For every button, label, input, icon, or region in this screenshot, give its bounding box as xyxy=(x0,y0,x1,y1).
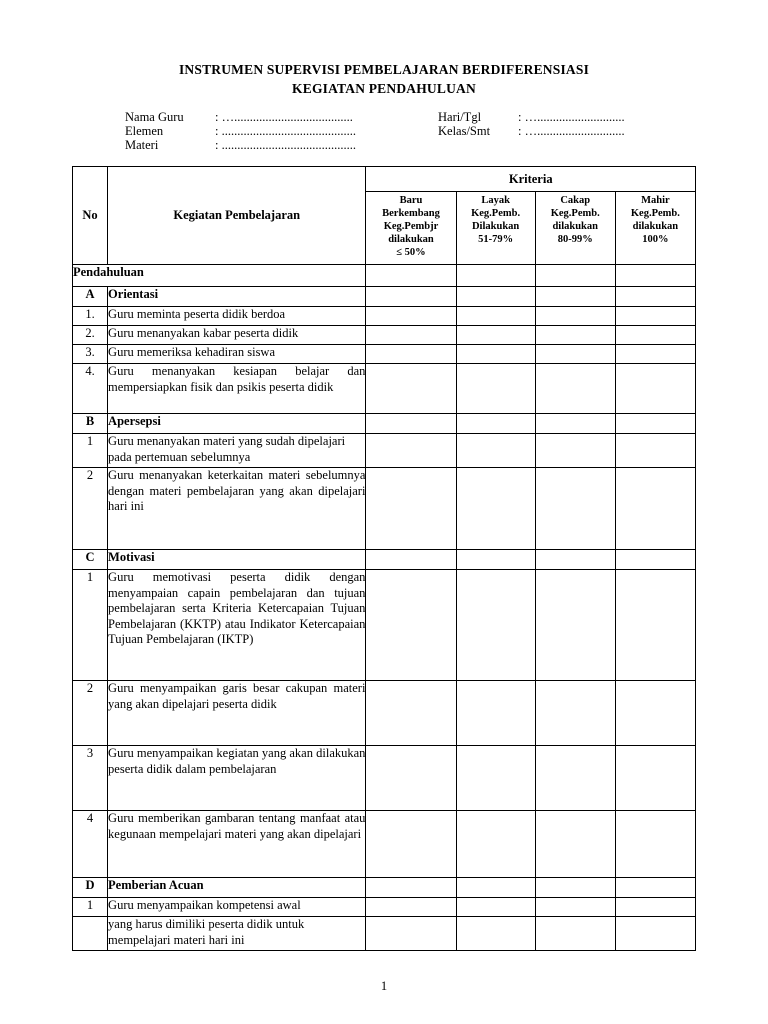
header-no: No xyxy=(73,167,108,265)
meta-right xyxy=(438,110,625,138)
criteria-layak xyxy=(456,192,535,265)
cell-empty[interactable] xyxy=(615,550,695,570)
header-activity: Kegiatan Pembelajaran xyxy=(108,167,366,265)
meta-value: : …...................................... xyxy=(215,110,353,124)
cell-empty[interactable] xyxy=(535,307,615,326)
cell-empty[interactable] xyxy=(456,468,535,550)
cell-empty[interactable] xyxy=(456,570,535,681)
cell-empty[interactable] xyxy=(535,364,615,414)
criteria-line: Keg.Pemb. xyxy=(550,208,600,219)
cell-empty[interactable] xyxy=(366,681,456,746)
table-row xyxy=(73,898,696,917)
cell-empty[interactable] xyxy=(366,287,456,307)
cell-empty[interactable] xyxy=(456,307,535,326)
row-number: 4 xyxy=(73,811,108,878)
table-row xyxy=(73,364,696,414)
table-row xyxy=(73,570,696,681)
cell-empty[interactable] xyxy=(535,326,615,345)
cell-empty[interactable] xyxy=(366,570,456,681)
row-number: 3. xyxy=(73,345,108,364)
table-row xyxy=(73,468,696,550)
meta-value: : …............................ xyxy=(518,110,625,124)
criteria-baru-berkembang xyxy=(366,192,456,265)
section-name: Pemberian Acuan xyxy=(108,878,366,898)
row-number: 2. xyxy=(73,326,108,345)
row-text: Guru menyampaikan kompetensi awal xyxy=(108,898,366,917)
row-number: 4. xyxy=(73,364,108,414)
row-text: Guru menanyakan materi yang sudah dipelajari pada pertemuan sebelumnya xyxy=(108,434,366,468)
table-row xyxy=(73,746,696,811)
section-letter: C xyxy=(73,550,108,570)
criteria-line: 80-99% xyxy=(557,234,593,245)
criteria-cakap xyxy=(535,192,615,265)
row-text: Guru menanyakan keterkaitan materi sebelumnya dengan materi pembelajaran yang akan dipelajari hari ini xyxy=(108,468,366,550)
cell-empty[interactable] xyxy=(615,287,695,307)
criteria-line: dilakukan xyxy=(388,234,434,245)
section-name: Apersepsi xyxy=(108,414,366,434)
cell-empty[interactable] xyxy=(535,570,615,681)
cell-empty[interactable] xyxy=(535,414,615,434)
table-row xyxy=(73,811,696,878)
row-text: Guru menanyakan kesiapan belajar dan mempersiapkan fisik dan psikis peserta didik xyxy=(108,364,366,414)
meta-value: : ........................................... xyxy=(215,124,356,138)
criteria-line: Keg.Pemb. xyxy=(630,208,680,219)
document-title: INSTRUMEN SUPERVISI PEMBELAJARAN BERDIFERENSIASI xyxy=(178,62,590,77)
table-row xyxy=(73,345,696,364)
cell-empty[interactable] xyxy=(535,681,615,746)
cell-empty[interactable] xyxy=(535,917,615,951)
table-row xyxy=(73,307,696,326)
meta-materi xyxy=(125,138,356,152)
table-row xyxy=(73,434,696,468)
cell-empty[interactable] xyxy=(456,550,535,570)
meta-hari-tgl xyxy=(438,110,625,124)
cell-empty[interactable] xyxy=(456,811,535,878)
cell-empty[interactable] xyxy=(456,434,535,468)
table-row xyxy=(73,917,696,951)
cell-empty[interactable] xyxy=(615,681,695,746)
cell-empty[interactable] xyxy=(366,746,456,811)
row-text: Guru memotivasi peserta didik dengan menyampaian capain pembelajaran dan tujuan pembelajaran serta Kriteria Ketercapaian Tujuan Pembelajaran (KKTP) atau Indikator Ketercapaian Tujuan Pembelajaran (IKTP) xyxy=(108,570,366,681)
cell-empty[interactable] xyxy=(615,434,695,468)
cell-empty[interactable] xyxy=(615,746,695,811)
meta-label: Kelas/Smt xyxy=(438,124,491,138)
section-letter: A xyxy=(73,287,108,307)
row-number: 1 xyxy=(73,570,108,681)
cell-empty[interactable] xyxy=(615,364,695,414)
cell-empty[interactable] xyxy=(366,307,456,326)
cell-empty[interactable] xyxy=(456,746,535,811)
row-text: Guru menyampaikan kegiatan yang akan dilakukan peserta didik dalam pembelajaran xyxy=(108,746,366,811)
table-row xyxy=(73,681,696,746)
section-letter: D xyxy=(73,878,108,898)
cell-empty[interactable] xyxy=(615,468,695,550)
row-number: 2 xyxy=(73,681,108,746)
document-subtitle: KEGIATAN PENDAHULUAN xyxy=(292,81,476,96)
cell-empty[interactable] xyxy=(535,746,615,811)
cell-empty[interactable] xyxy=(535,550,615,570)
cell-empty[interactable] xyxy=(615,326,695,345)
cell-empty[interactable] xyxy=(366,468,456,550)
meta-label: Nama Guru xyxy=(125,110,184,124)
cell-empty[interactable] xyxy=(535,345,615,364)
criteria-line: Cakap xyxy=(560,195,591,206)
section-name: Motivasi xyxy=(108,550,366,570)
cell-empty[interactable] xyxy=(535,287,615,307)
cell-empty[interactable] xyxy=(456,681,535,746)
row-number: 2 xyxy=(73,468,108,550)
cell-empty[interactable] xyxy=(366,364,456,414)
cell-empty[interactable] xyxy=(456,917,535,951)
section-row xyxy=(73,287,696,307)
section-row xyxy=(73,414,696,434)
cell-empty[interactable] xyxy=(535,434,615,468)
criteria-line: 100% xyxy=(642,234,669,245)
cell-empty[interactable] xyxy=(535,898,615,917)
cell-empty[interactable] xyxy=(366,550,456,570)
cell-empty[interactable] xyxy=(615,917,695,951)
cell-empty[interactable] xyxy=(366,326,456,345)
row-text: Guru memberikan gambaran tentang manfaat atau kegunaan mempelajari materi yang akan dipelajari xyxy=(108,811,366,878)
cell-empty[interactable] xyxy=(535,878,615,898)
criteria-line: Dilakukan xyxy=(471,221,520,232)
criteria-line: 51-79% xyxy=(478,234,514,245)
section-row xyxy=(73,878,696,898)
row-number xyxy=(73,917,108,951)
section-name: Orientasi xyxy=(108,287,366,307)
criteria-line: Baru xyxy=(399,195,423,206)
table-row xyxy=(73,326,696,345)
criteria-line: Mahir xyxy=(641,195,670,206)
section-row xyxy=(73,550,696,570)
cell-empty[interactable] xyxy=(366,414,456,434)
meta-elemen xyxy=(125,124,356,138)
criteria-line: Keg.Pemb. xyxy=(471,208,521,219)
meta-value: : …............................ xyxy=(518,124,625,138)
cell-empty[interactable] xyxy=(615,878,695,898)
row-number: 1. xyxy=(73,307,108,326)
cell-empty[interactable] xyxy=(456,898,535,917)
meta-value: : ........................................... xyxy=(215,138,356,152)
meta-kelas-smt xyxy=(438,124,625,138)
row-text: Guru menanyakan kabar peserta didik xyxy=(108,326,366,345)
criteria-line: Layak xyxy=(481,195,510,206)
cell-empty[interactable] xyxy=(456,878,535,898)
cell-empty[interactable] xyxy=(456,414,535,434)
criteria-line: Berkembang xyxy=(382,208,440,219)
cell-empty[interactable] xyxy=(366,878,456,898)
cell-empty[interactable] xyxy=(615,414,695,434)
cell-empty[interactable] xyxy=(366,345,456,364)
row-number: 3 xyxy=(73,746,108,811)
meta-label: Elemen xyxy=(125,124,164,138)
cell-empty[interactable] xyxy=(535,468,615,550)
cell-empty[interactable] xyxy=(456,287,535,307)
section-main-row xyxy=(73,265,696,287)
row-number: 1 xyxy=(73,434,108,468)
row-text: Guru menyampaikan garis besar cakupan materi yang akan dipelajari peserta didik xyxy=(108,681,366,746)
cell-empty[interactable] xyxy=(456,345,535,364)
row-text: yang harus dimiliki peserta didik untuk mempelajari materi hari ini xyxy=(108,917,366,951)
criteria-line: dilakukan xyxy=(632,221,679,232)
cell-empty[interactable] xyxy=(615,570,695,681)
cell-empty[interactable] xyxy=(615,265,695,287)
cell-empty[interactable] xyxy=(366,917,456,951)
criteria-mahir xyxy=(615,192,695,265)
cell-empty[interactable] xyxy=(456,364,535,414)
cell-empty[interactable] xyxy=(366,265,456,287)
cell-empty[interactable] xyxy=(535,265,615,287)
criteria-line: dilakukan xyxy=(552,221,598,232)
meta-nama-guru xyxy=(125,110,356,124)
supervision-table xyxy=(72,166,696,951)
row-text: Guru memeriksa kehadiran siswa xyxy=(108,345,366,364)
cell-empty[interactable] xyxy=(366,898,456,917)
cell-empty[interactable] xyxy=(615,811,695,878)
meta-label: Hari/Tgl xyxy=(438,110,482,124)
criteria-line: Keg.Pembjr xyxy=(383,221,439,232)
row-number: 1 xyxy=(73,898,108,917)
cell-empty[interactable] xyxy=(535,811,615,878)
row-text: Guru meminta peserta didik berdoa xyxy=(108,307,366,326)
cell-empty[interactable] xyxy=(456,326,535,345)
cell-empty[interactable] xyxy=(615,898,695,917)
criteria-line: ≤ 50% xyxy=(396,247,426,258)
page-number: 1 xyxy=(380,979,388,993)
section-letter: B xyxy=(73,414,108,434)
meta-left xyxy=(125,110,356,152)
cell-empty[interactable] xyxy=(456,265,535,287)
cell-empty[interactable] xyxy=(615,307,695,326)
section-main-label: Pendahuluan xyxy=(73,265,366,287)
header-criteria: Kriteria xyxy=(366,167,696,192)
meta-label: Materi xyxy=(125,138,159,152)
cell-empty[interactable] xyxy=(366,811,456,878)
cell-empty[interactable] xyxy=(366,434,456,468)
cell-empty[interactable] xyxy=(615,345,695,364)
